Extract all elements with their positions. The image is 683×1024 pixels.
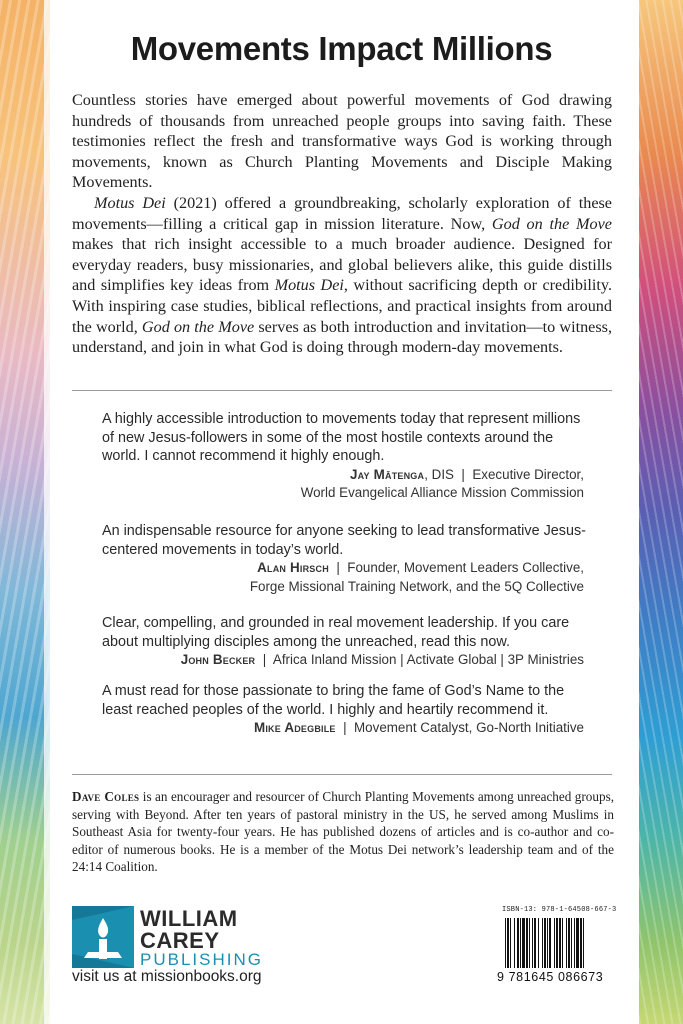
cover-title: Movements Impact Millions <box>130 30 553 67</box>
endorser-organization: World Evangelical Alliance Mission Commission <box>300 485 584 501</box>
left-color-streaks <box>0 0 50 1024</box>
divider-top <box>72 390 612 391</box>
isbn-label: ISBN-13: 978-1-64508-667-3 <box>502 906 617 914</box>
publisher-name-line2: CAREY <box>140 928 220 953</box>
endorsement-attribution <box>102 466 592 503</box>
description-paragraph-1: Countless stories have emerged about powerful movements of God drawing hundreds of thousands from unreached people groups into saving faith. These testimonies reflect the fresh and transformative ways God is working through movements, known as Church Planting Movements and Disciple Making Movements. <box>72 91 612 192</box>
book-title-god-on-the-move: God on the Move <box>491 214 612 233</box>
description <box>72 90 612 358</box>
candle-flame-icon <box>72 906 134 968</box>
author-name: Dave Coles <box>72 789 140 804</box>
endorsement-attribution <box>102 559 592 596</box>
author-bio <box>72 788 614 876</box>
text-run: (2021) offered a groundbreaking, scholarly exploration of these movements—filling a critical gap in mission literature. Now, <box>72 193 612 233</box>
endorsement-attribution <box>102 651 592 669</box>
endorser-name: Jay Mātenga <box>350 466 425 482</box>
description-paragraph-2 <box>72 193 612 358</box>
endorser-organization: Forge Missional Training Network, and the 5Q Collective <box>249 578 584 594</box>
barcode-number: 9 781645 086673 <box>497 970 604 984</box>
author-bio-text: is an encourager and resourcer of Church Planting Movements among unreached groups, serving with Beyond. After ten years of pastoral ministry in the US, he served among Muslims in Southeast Asia for twenty-four years. He has published dozens of articles and is co-author and co-editor of numerous books. He is a member of the Motus Dei network’s leadership team and of the 24:14 Coalition. <box>72 789 614 875</box>
book-title-motus-dei: Motus Dei <box>94 193 166 212</box>
endorsement-quote: An indispensable resource for anyone seeking to lead transformative Jesus-centered movements in today’s world. <box>102 523 586 558</box>
endorser-suffix: , DIS <box>424 466 454 482</box>
endorser-name: Mike Adegbile <box>253 720 336 736</box>
endorsement-quote: A highly accessible introduction to movements today that represent millions of new Jesus-followers in some of the most hostile contexts around the world. I cannot recommend it highly enough. <box>102 411 581 465</box>
endorser-role: Executive Director, <box>472 466 584 482</box>
endorser-role: Movement Catalyst, Go-North Initiative <box>354 720 584 736</box>
text-run: serves as both introduction and invitation—to witness, understand, and join in what God is doing through modern-day movements. <box>72 317 612 357</box>
separator: | <box>336 560 340 576</box>
publisher-website: visit us at missionbooks.org <box>72 968 262 985</box>
separator: | <box>262 652 267 668</box>
endorser-name: Alan Hirsch <box>257 560 329 576</box>
book-title-god-on-the-move: God on the Move <box>141 317 255 336</box>
book-title-motus-dei: Motus Dei <box>274 276 344 295</box>
endorser-role: Founder, Movement Leaders Collective, <box>347 560 584 576</box>
endorsement-quote: Clear, compelling, and grounded in real movement leadership. If you care about multiplying disciples among the unreached, read this now. <box>102 615 570 650</box>
publisher-name-line1: WILLIAM <box>140 906 238 931</box>
publisher-logo <box>72 906 272 969</box>
endorsement-3 <box>102 614 592 670</box>
divider-bottom <box>72 774 612 775</box>
endorser-role: Africa Inland Mission | Activate Global | 3P Ministries <box>272 652 584 668</box>
right-color-streaks <box>639 0 683 1024</box>
barcode-icon <box>505 918 609 968</box>
text-run: makes that rich insight accessible to a much broader audience. Designed for everyday readers, busy missionaries, and global believers alike, this guide distills and simplifies key ideas from <box>72 235 612 295</box>
endorsement-1 <box>102 410 592 503</box>
barcode-area <box>497 914 612 986</box>
endorsement-quote: A must read for those passionate to bring the fame of God’s Name to the least reached peoples of the world. I highly and heartily recommend it. <box>102 683 565 718</box>
endorsement-2 <box>102 522 592 596</box>
separator: | <box>461 466 465 482</box>
separator: | <box>343 720 347 736</box>
endorsement-attribution <box>102 719 592 737</box>
publisher-name-line3: PUBLISHING <box>140 950 263 969</box>
endorser-name: John Becker <box>180 652 256 668</box>
endorsement-4 <box>102 682 592 738</box>
text-run: , without sacrificing depth or credibility. With inspiring case studies, biblical reflections, and practical insights from around the world, <box>72 276 613 336</box>
